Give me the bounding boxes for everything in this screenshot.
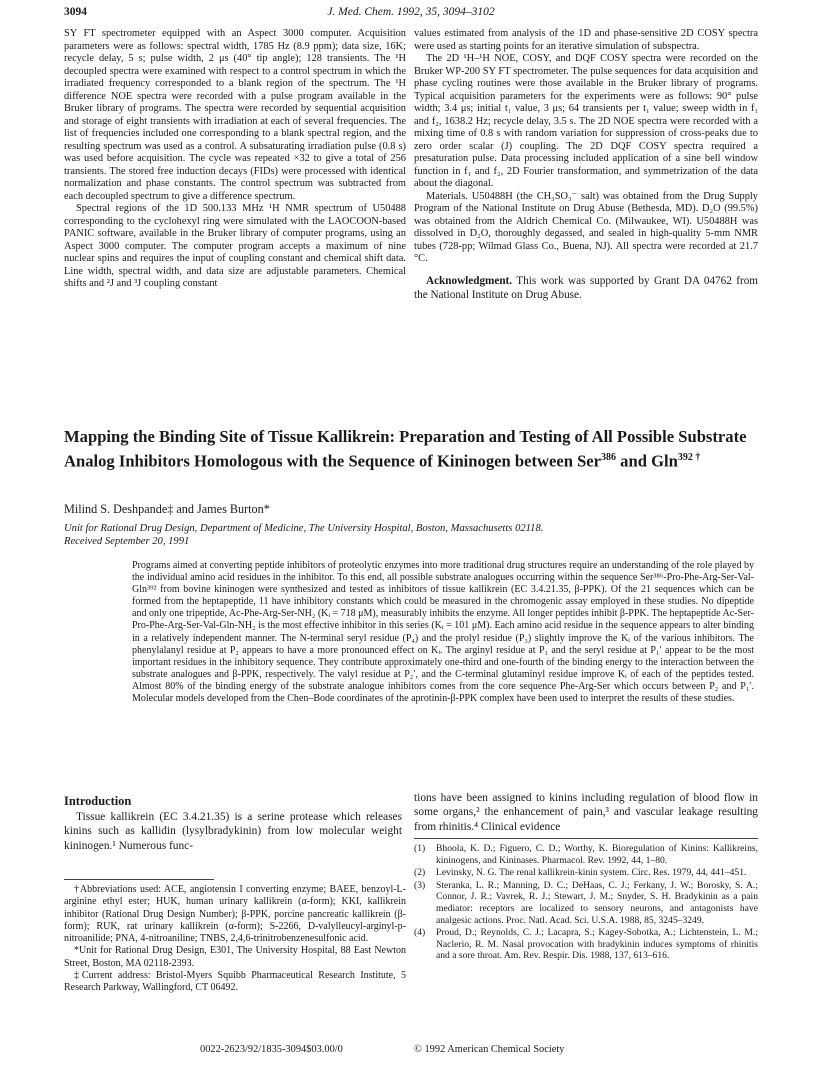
reference-number: (4) bbox=[414, 927, 426, 939]
footnote-current-address: ‡Current address: Bristol-Myers Squibb Pharmaceutical Research Institute, 5 Research Parkway, Wallingford, CT 06492. bbox=[64, 970, 406, 994]
title-text-1: Mapping the Binding Site of Tissue Kallikrein: Preparation and Testing of All Possible Substrate Analog Inhibitors Homologous with the Sequence of Kininogen between Ser bbox=[64, 427, 747, 471]
title-superscript-2: 392 † bbox=[677, 452, 701, 463]
journal-reference: J. Med. Chem. 1992, 35, 3094–3102 bbox=[327, 6, 495, 18]
materials-paragraph: Materials. U50488H (the CH₃SO₃⁻ salt) was obtained from the Drug Supply Program of the National Institute on Drug Abuse (Bethesda, MD). D₂O (99.5%) was obtained from the Aldrich Chemical Co. (Milwaukee, WI). U50488H was dissolved in D₂O, thoroughly degassed, and sealed in high-quality 5-mm NMR tubes (728-pp; Wilmad Glass Co., Buena, NJ). All spectra were recorded at 21.7 °C. bbox=[414, 190, 758, 264]
introduction-text-left: Tissue kallikrein (EC 3.4.21.35) is a serine protease which releases kinins such as kallidin (lysylbradykinin) from low molecular weight kininogen.¹ Numerous func- bbox=[64, 811, 402, 852]
affiliation: Unit for Rational Drug Design, Department of Medicine, The University Hospital, Boston, Massachusetts 02118. bbox=[64, 523, 544, 534]
reference-number: (2) bbox=[414, 867, 426, 879]
body-paragraph: The 2D ¹H–¹H NOE, COSY, and DQF COSY spectra were recorded on the Bruker WP-200 SY FT spectrometer. The pulse sequences for data acquisition and phase cycling routines were those available in the Bruker library of programs. Typical acquisition parameters for the experiments were as follows: 90° pulse width; 3.4 μs; initial t₁ value, 3 μs; 64 transients per t₁ value; sweep width in f₁ and f₂, 1638.2 Hz; recycle delay, 3.5 s. The 2D NOE spectra were recorded with a mixing time of 0.8 s with random variation for suppression of cross-peaks due to zero order scalar (J) coupling. The 2D DQF COSY spectra required a presaturation pulse. Data processing included application of a sine bell window function in f₁ and f₂, 2D Fourier transformation, and symmetrization of the data about the diagonal. bbox=[414, 53, 758, 189]
issn-code: 0022-2623/92/1835-3094$03.00/0 bbox=[200, 1044, 343, 1055]
reference-list bbox=[414, 843, 758, 963]
footnotes bbox=[64, 884, 406, 995]
right-column-previous-article bbox=[414, 28, 758, 302]
received-date: Received September 20, 1991 bbox=[64, 536, 190, 547]
body-paragraph: values estimated from analysis of the 1D and phase-sensitive 2D COSY spectra were used as starting points for an iterative simulation of subspectra. bbox=[414, 28, 758, 52]
body-paragraph: Spectral regions of the 1D 500.133 MHz ¹H NMR spectrum of U50488 corresponding to the cyclohexyl ring were simulated with the LAOCOON-based PANIC software, available in the Bruker library of computer programs, using an Aspect 3000 computer. The computer program accepts a maximum of nine nuclear spins and requires the input of coupling constant and chemical shift data. Line width, spectral width, and data size are adjustable parameters. Chemical shifts and ²J and ³J coupling constant bbox=[64, 203, 406, 289]
footnote-correspondence: *Unit for Rational Drug Design, E301, The University Hospital, 88 East Newton Street, Boston, MA 02118-2393. bbox=[64, 945, 406, 969]
footnote-divider bbox=[64, 879, 214, 880]
title-text-2: and Gln bbox=[616, 451, 678, 471]
introduction-text-right: tions have been assigned to kinins including regulation of blood flow in some organs,² the enhancement of pain,³ and vascular leakage resulting from rhinitis.⁴ Clinical evidence bbox=[414, 792, 758, 833]
running-header bbox=[64, 6, 758, 24]
reference-text: Levinsky, N. G. The renal kallikrein-kinin system. Circ. Res. 1979, 44, 441–451. bbox=[436, 867, 747, 879]
author-list: Milind S. Deshpande‡ and James Burton* bbox=[64, 502, 270, 516]
copyright-notice: © 1992 American Chemical Society bbox=[414, 1044, 565, 1055]
footnote-abbreviations: †Abbreviations used: ACE, angiotensin I converting enzyme; BAEE, benzoyl-L-arginine ethyl ester; HUK, human urinary kallikrein (α-form); KKI, kallikrein inhibitor (Rational Drug Design Number); β-PPK, porcine pancreatic kallikrein (β-form); RUK, rat urinary kallikrein (α-form); S-2266, D-valylleucyl-arginyl-p-nitroanilide; PNA, 4-nitroaniline; TNBS, 2,4,6-trinitrobenzenesulfonic acid. bbox=[64, 884, 406, 945]
acknowledgment bbox=[414, 274, 758, 302]
reference-item bbox=[414, 880, 758, 926]
reference-text: Steranka, L. R.; Manning, D. C.; DeHaas, C. J.; Ferkany, J. W.; Borosky, S. A.; Connor, J. R.; Vavrek, R. J.; Stewart, J. M.; Snyder, S. H. Bradykinin as a pain mediator: receptors are localized to sensory neurons, and antagonists have analgesic actions. Proc. Natl. Acad. Sci. U.S.A. 1988, 85, 3245–3249. bbox=[436, 879, 758, 926]
body-paragraph: SY FT spectrometer equipped with an Aspect 3000 computer. Acquisition parameters were as follows: spectral width, 1785 Hz (8.9 ppm); data size, 16K; recycle delay, 5 s; pulse width, 2 μs (40° tip angle); 128 transients. The ¹H decoupled spectra were examined with respect to a control spectrum in which the irradiated frequency corresponded to a blank region of the spectrum. The ¹H difference NOE spectra were recorded with a pulse program available in the Bruker library of programs. The spectra were recorded by sequential acquisition and storage of eight transients with irradiation at each of several frequencies. The list of frequencies included one corresponding to a blank spectral region, and the resulting spectrum was used as a control. A subsaturating irradiation pulse (0.8 s) was used before acquisition. The cycle was repeated ×32 to give a total of 256 transients. The stored free induction decays (FIDs) were processed with identical normalization and phase constants. The control spectrum was subtracted from each decoupled spectrum to give a difference spectrum. bbox=[64, 28, 406, 202]
introduction-heading: Introduction bbox=[64, 794, 132, 808]
reference-item bbox=[414, 927, 758, 962]
title-superscript-1: 386 bbox=[601, 452, 617, 463]
abstract: Programs aimed at converting peptide inhibitors of proteolytic enzymes into more traditional drug structures require an understanding of the role played by the individual amino acid residues in the inhibitor. To this end, all possible substrate analogues occurring within the sequence Ser³⁸⁶-Pro-Phe-Arg-Ser-Val-Gln³⁹² from bovine kininogen were synthesized and tested as inhibitors of tissue kallikrein (EC 3.4.21.35, β-PPK). Of the 21 sequences which can be formed from the heptapeptide, 11 have inhibitory constants which could be measured in the chromogenic assay employed in these studies. No dipeptide and only one tripeptide, Ac-Phe-Arg-Ser-NH₂ (Kᵢ = 718 μM), measurably inhibits the enzyme. All longer peptides inhibit β-PPK. The heptapeptide Ac-Ser-Pro-Phe-Arg-Ser-Val-Gln-NH₂ is the most effective inhibitor in this series (Kᵢ = 101 μM). Each amino acid residue in the sequence appears to alter binding in a relatively independent manner. The N-terminal seryl residue (P₄) and the prolyl residue (P₃) slightly improve the Kᵢ of the various inhibitors. The phenylalanyl residue at P₂ appears to have a more pronounced effect on Kᵢ. The arginyl residue at P₁ and the seryl residue at P₁′ appear to be the most important residues in the inhibitory sequence. They contribute approximately one-third and one-fourth of the binding energy to the interaction between the substrate analogues and β-PPK, respectively. The valyl residue at P₂′, and the C-terminal glutaminyl residue improve Kᵢ of each of the peptides tested. Almost 80% of the binding energy of the substrate analogue inhibitors comes from the core sequence Phe-Arg-Ser which occurs between P₂ and P₁′. Molecular models developed from the Chen–Bode coordinates of the aprotinin-β-PPK complex have been used to interpret the results of these studies. bbox=[132, 560, 754, 705]
reference-text: Proud, D.; Reynolds, C. J.; Lacapra, S.; Kagey-Sobotka, A.; Lichtenstein, L. M.; Naclerio, R. M. Nasal provocation with bradykinin induces symptoms of rhinitis and a sore throat. Am. Rev. Respir. Dis. 1988, 137, 613–616. bbox=[436, 927, 758, 962]
affiliation-block bbox=[64, 522, 754, 548]
page-number: 3094 bbox=[64, 6, 87, 18]
acknowledgment-text: This work was supported by Grant DA 04762 from the National Institute on Drug Abuse. bbox=[414, 274, 758, 301]
reference-item bbox=[414, 867, 758, 879]
reference-number: (1) bbox=[414, 843, 426, 854]
left-column-previous-article bbox=[64, 28, 406, 291]
references-divider bbox=[414, 838, 758, 839]
reference-text: Bhoola, K. D.; Figuero, C. D.; Worthy, K. Bioregulation of Kinins: Kallikreins, kininogens, and Kininases. Pharmacol. Rev. 1992, 44, 1–80. bbox=[436, 843, 758, 866]
reference-item bbox=[414, 843, 758, 866]
reference-number: (3) bbox=[414, 879, 426, 891]
acknowledgment-label: Acknowledgment. bbox=[426, 274, 513, 287]
article-title bbox=[64, 426, 754, 472]
